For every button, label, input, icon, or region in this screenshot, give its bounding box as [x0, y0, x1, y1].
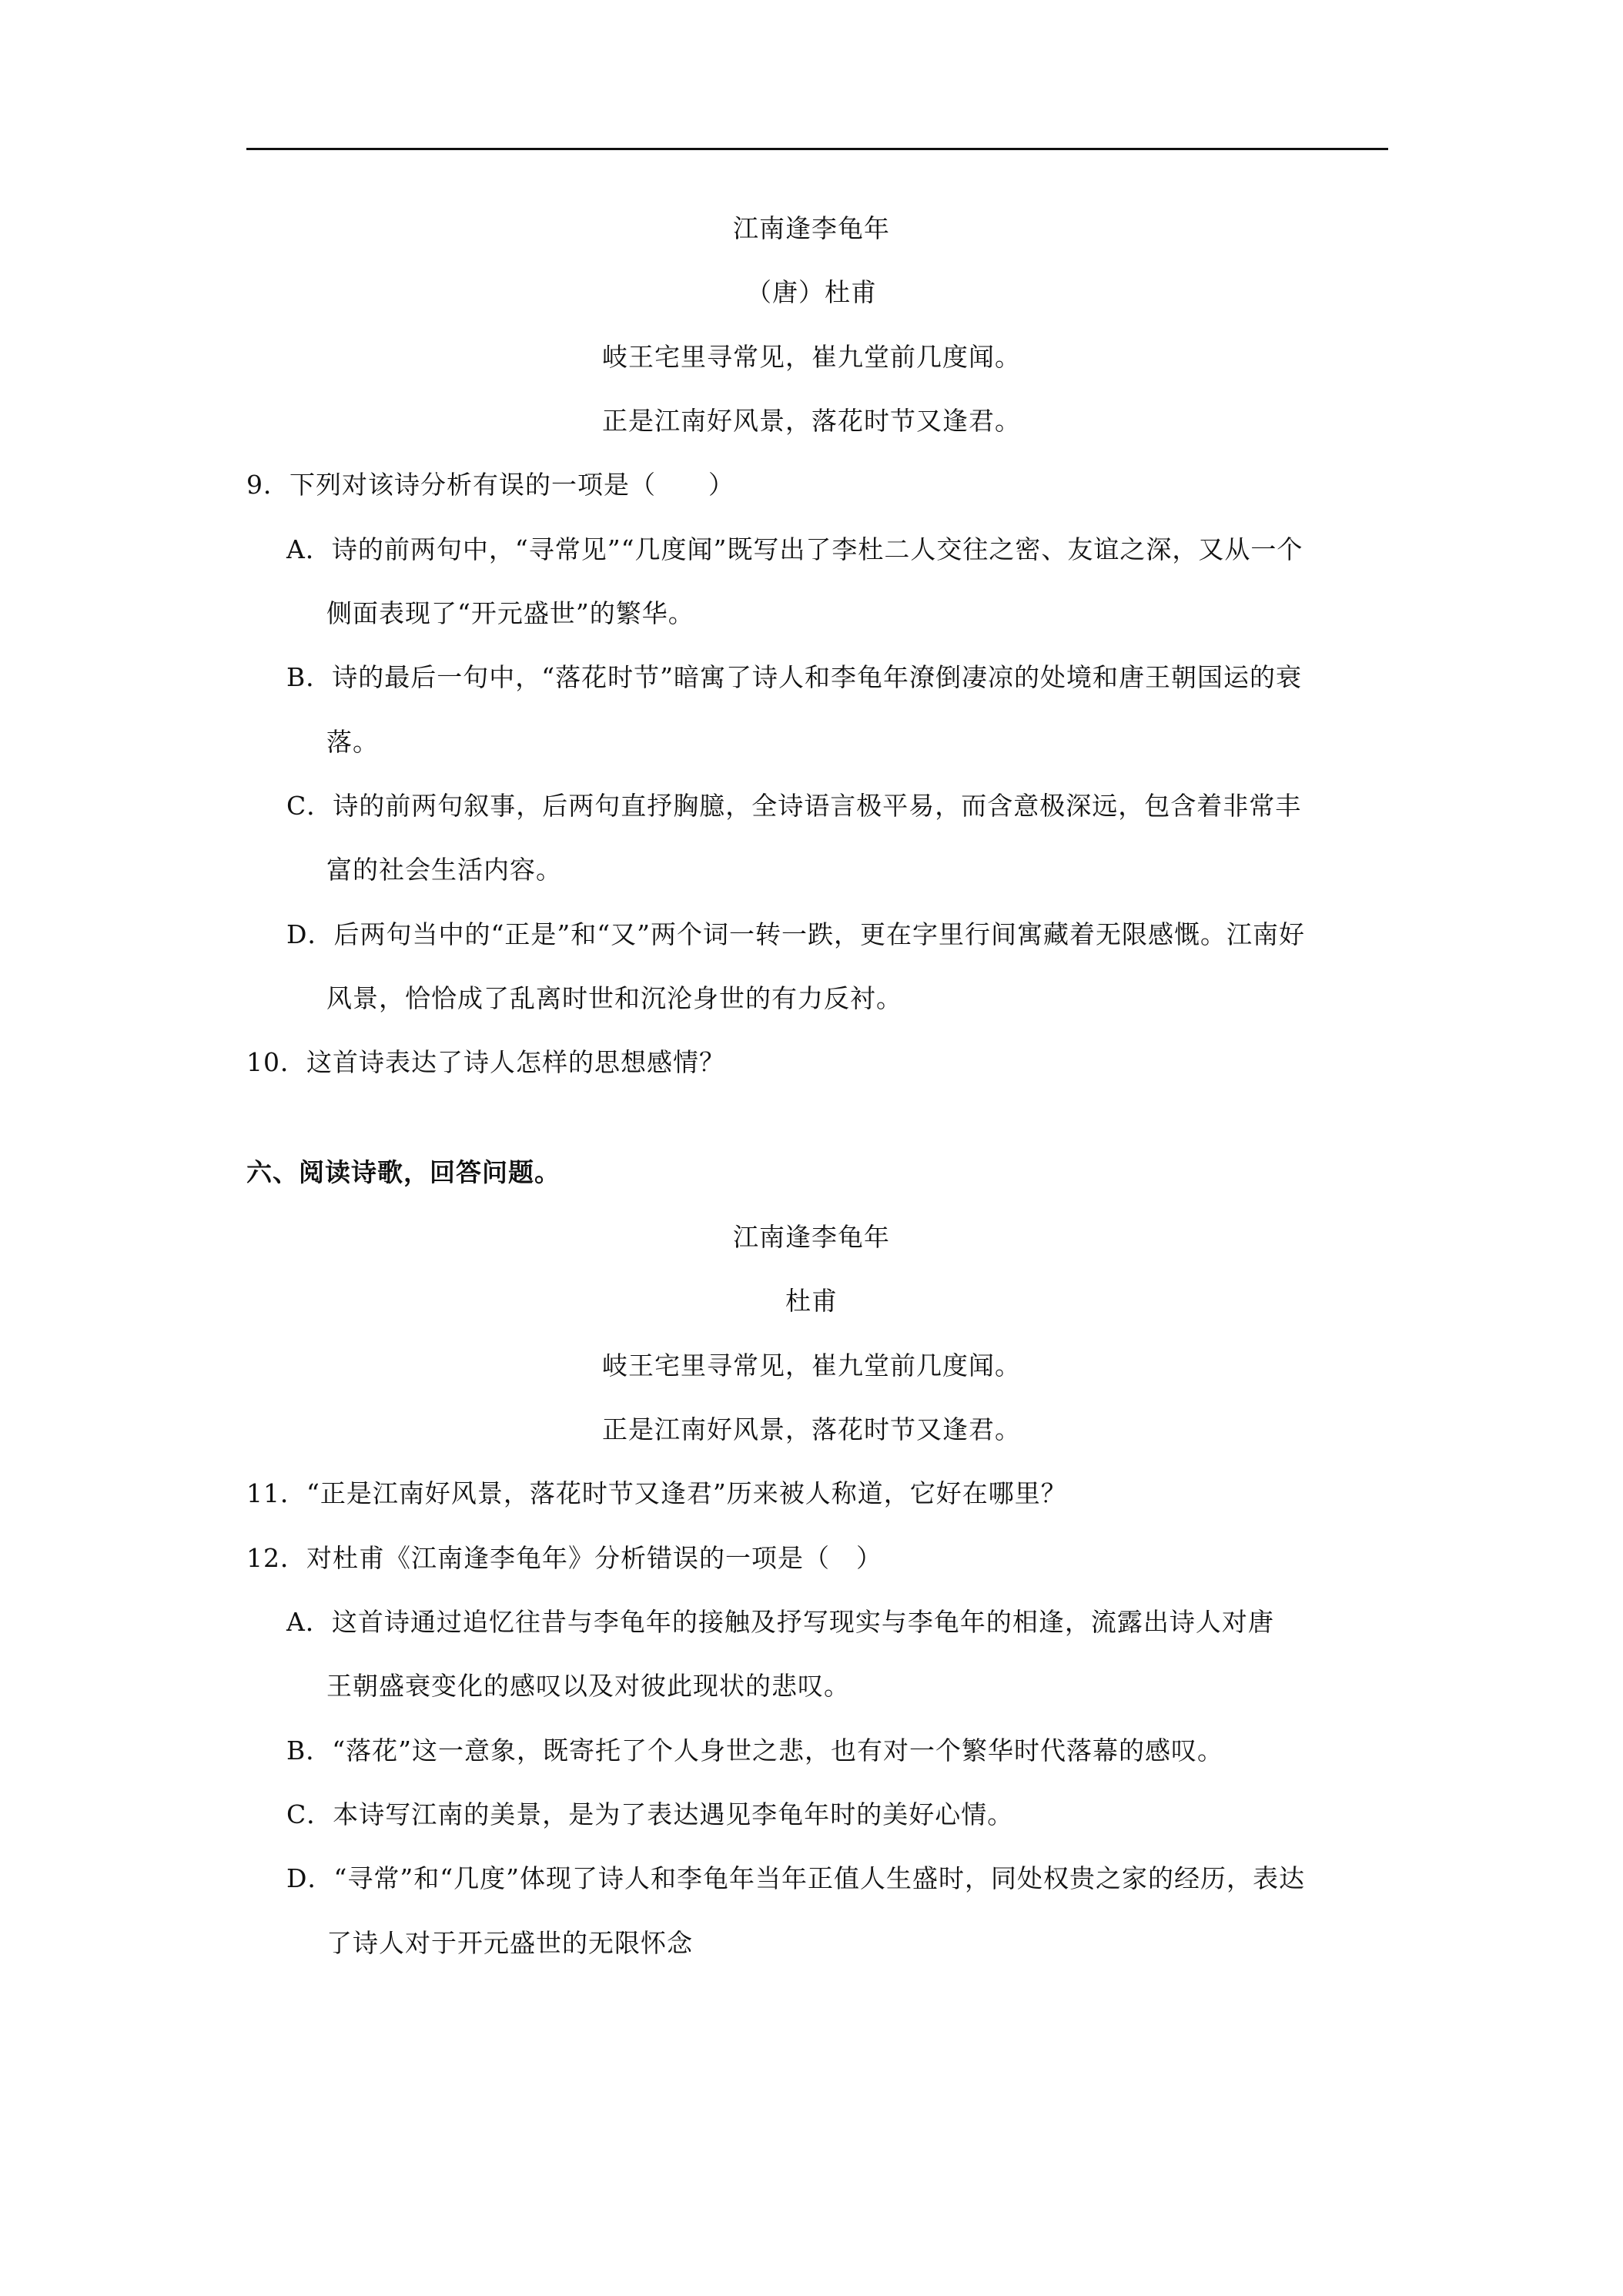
poem2-title: 江南逢李龟年: [733, 1222, 890, 1252]
q9-option-c-line1: C．诗的前两句叙事，后两句直抒胸臆，全诗语言极平易，而含意极深远，包含着非常丰: [286, 791, 1302, 821]
poem1-line-2: 正是江南好风景，落花时节又逢君。: [602, 406, 1021, 436]
header-rule: [246, 148, 1388, 150]
q12-option-a-line1: A．这首诗通过追忆往昔与李龟年的接触及抒写现实与李龟年的相逢，流露出诗人对唐: [286, 1607, 1274, 1637]
q9-option-b-line1: B．诗的最后一句中，“落花时节”暗寓了诗人和李龟年潦倒凄凉的处境和唐王朝国运的衰: [286, 662, 1302, 692]
poem1-line-1: 岐王宅里寻常见，崔九堂前几度闻。: [602, 342, 1021, 372]
q9-option-a-line1: A．诗的前两句中，“寻常见”“几度闻”既写出了李杜二人交往之密、友谊之深，又从一个: [286, 534, 1303, 564]
q12-stem: 12．对杜甫《江南逢李龟年》分析错误的一项是（ ）: [246, 1543, 882, 1573]
q9-option-d-line2: 风景，恰恰成了乱离时世和沉沦身世的有力反衬。: [326, 983, 902, 1013]
q12-option-d-line1: D．“寻常”和“几度”体现了诗人和李龟年当年正值人生盛时，同处权贵之家的经历，表达: [286, 1863, 1305, 1893]
q12-option-b-line1: B．“落花”这一意象，既寄托了个人身世之悲，也有对一个繁华时代落幕的感叹。: [286, 1735, 1223, 1766]
q12-option-a-line2: 王朝盛衰变化的感叹以及对彼此现状的悲叹。: [326, 1671, 850, 1701]
q9-option-a-line2: 侧面表现了“开元盛世”的繁华。: [326, 598, 694, 628]
poem2-line-2: 正是江南好风景，落花时节又逢君。: [602, 1414, 1021, 1444]
q9-option-b-line2: 落。: [326, 727, 379, 757]
q9-stem: 9．下列对该诗分析有误的一项是（ ）: [246, 470, 735, 500]
q9-option-d-line1: D．后两句当中的“正是”和“又”两个词一转一跌，更在字里行间寓藏着无限感慨。江南好: [286, 919, 1305, 949]
section-6-heading: 六、阅读诗歌，回答问题。: [246, 1157, 561, 1187]
q10-stem: 10．这首诗表达了诗人怎样的思想感情？: [246, 1047, 725, 1077]
poem1-title: 江南逢李龟年: [733, 213, 890, 243]
q12-option-d-line2: 了诗人对于开元盛世的无限怀念: [326, 1928, 693, 1958]
q9-option-c-line2: 富的社会生活内容。: [326, 855, 562, 885]
poem2-author: 杜甫: [785, 1286, 838, 1316]
poem1-author: （唐）杜甫: [746, 277, 877, 307]
q11-stem: 11．“正是江南好风景，落花时节又逢君”历来被人称道，它好在哪里？: [246, 1478, 1067, 1508]
poem2-line-1: 岐王宅里寻常见，崔九堂前几度闻。: [602, 1350, 1021, 1381]
q12-option-c-line1: C．本诗写江南的美景，是为了表达遇见李龟年时的美好心情。: [286, 1799, 1014, 1829]
